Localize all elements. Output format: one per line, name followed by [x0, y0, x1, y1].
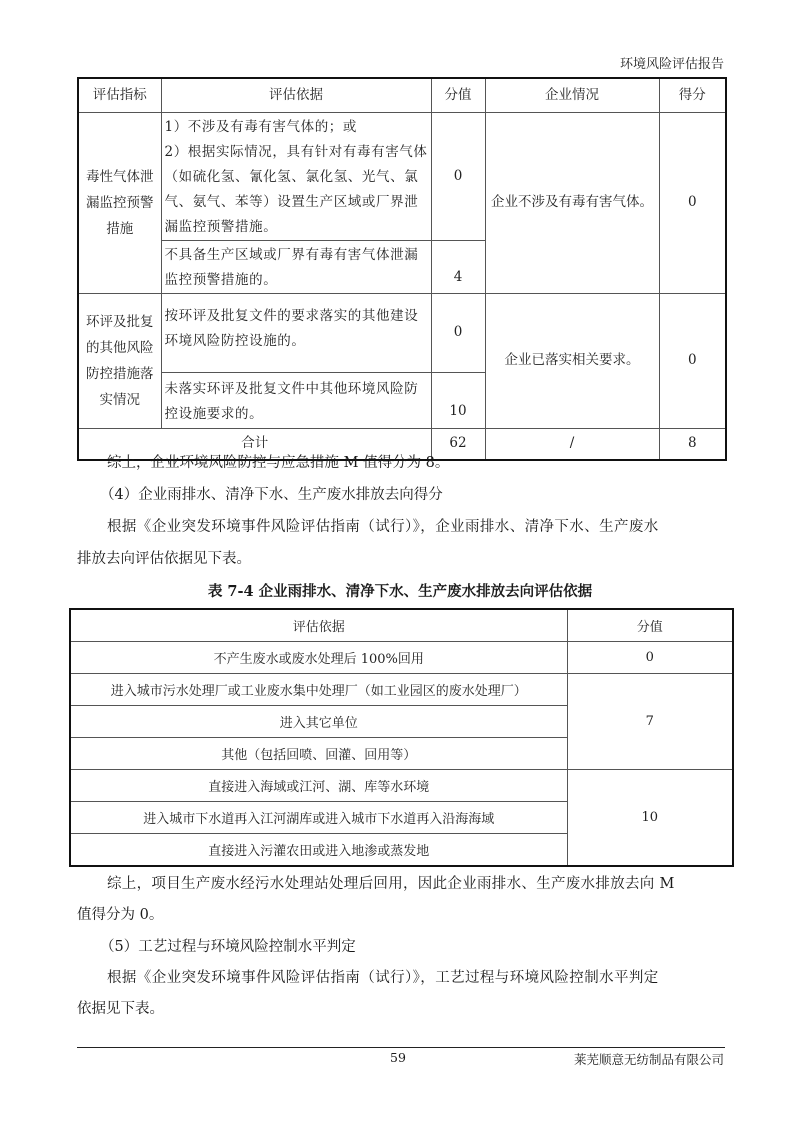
table-header-row: [78, 78, 726, 112]
risk-measures-table: [77, 77, 727, 461]
header-indicator: 评估指标: [78, 78, 161, 112]
header-score: 分值: [567, 609, 733, 642]
table-row: [78, 293, 726, 372]
score-cell: 0: [431, 112, 485, 240]
indicator-cell: 毒性气体泄漏监控预警措施: [78, 112, 161, 293]
section-heading: （4）企业雨排水、清净下水、生产废水排放去向得分: [100, 487, 443, 503]
criteria-cell: 直接进入海域或江河、湖、库等水环境: [70, 770, 567, 802]
table-row: [70, 674, 733, 706]
page-number: 59: [390, 1050, 406, 1065]
paragraph: 值得分为 0。: [77, 907, 164, 923]
header-criteria: 评估依据: [161, 78, 431, 112]
paragraph: 根据《企业突发环境事件风险评估指南（试行）》，工艺过程与环境风险控制水平判定: [107, 970, 659, 986]
situation-cell: 企业不涉及有毒有害气体。: [485, 112, 659, 293]
running-header: 环境风险评估报告: [619, 57, 724, 72]
score-cell: 10: [431, 372, 485, 428]
score-cell: 10: [567, 770, 733, 867]
criteria-cell: 进入其它单位: [70, 706, 567, 738]
paragraph: 依据见下表。: [77, 1001, 164, 1017]
discharge-criteria-table: [69, 608, 734, 867]
result-cell: 0: [659, 293, 726, 428]
situation-cell: 企业已落实相关要求。: [485, 293, 659, 428]
paragraph: 综上，项目生产废水经污水处理站处理后回用，因此企业雨排水、生产废水排放去向 M: [107, 876, 675, 892]
table-header-row: [70, 609, 733, 642]
criteria-cell: 不产生废水或废水处理后 100%回用: [70, 642, 567, 674]
criteria-line: 2）根据实际情况，具有针对有毒有害气体（如硫化氢、氰化氢、氯化氢、光气、氯气、氨气、苯等）设置生产区域或厂界泄漏监控预警措施。: [164, 143, 428, 235]
footer-company: 莱芜顺意无纺制品有限公司: [573, 1052, 724, 1067]
header-result: 得分: [659, 78, 726, 112]
paragraph: 排放去向评估依据见下表。: [77, 551, 251, 567]
table-row: [70, 770, 733, 802]
score-cell: 0: [567, 642, 733, 674]
footer-divider: [77, 1047, 725, 1048]
total-score: 62: [431, 428, 485, 460]
criteria-line: 1）不涉及有毒有害气体的；或: [164, 118, 357, 135]
criteria-cell: 不具备生产区域或厂界有毒有害气体泄漏监控预警措施的。: [161, 240, 431, 293]
header-situation: 企业情况: [485, 78, 659, 112]
score-cell: 4: [431, 240, 485, 293]
table-row: [78, 112, 726, 240]
criteria-cell: 按环评及批复文件的要求落实的其他建设环境风险防控设施的。: [161, 293, 431, 372]
section-heading: （5）工艺过程与环境风险控制水平判定: [100, 939, 356, 955]
score-cell: 0: [431, 293, 485, 372]
criteria-cell: [161, 112, 431, 240]
paragraph: 综上，企业环境风险防控与应急措施 M 值得分为 8。: [107, 455, 450, 471]
table-row: [70, 642, 733, 674]
total-label: 合计: [78, 428, 431, 460]
paragraph: 根据《企业突发环境事件风险评估指南（试行）》，企业雨排水、清净下水、生产废水: [107, 519, 659, 535]
header-score: 分值: [431, 78, 485, 112]
criteria-cell: 进入城市下水道再入江河湖库或进入城市下水道再入沿海海域: [70, 802, 567, 834]
total-situation: /: [485, 428, 659, 460]
criteria-cell: 直接进入污灌农田或进入地渗或蒸发地: [70, 834, 567, 867]
table-caption: 表 7-4 企业雨排水、清净下水、生产废水排放去向评估依据: [207, 583, 593, 600]
indicator-cell: 环评及批复的其他风险防控措施落实情况: [78, 293, 161, 428]
criteria-cell: 其他（包括回喷、回灌、回用等）: [70, 738, 567, 770]
header-criteria: 评估依据: [70, 609, 567, 642]
criteria-cell: 未落实环评及批复文件中其他环境风险防控设施要求的。: [161, 372, 431, 428]
criteria-cell: 进入城市污水处理厂或工业废水集中处理厂（如工业园区的废水处理厂）: [70, 674, 567, 706]
score-cell: 7: [567, 674, 733, 770]
total-result: 8: [659, 428, 726, 460]
result-cell: 0: [659, 112, 726, 293]
